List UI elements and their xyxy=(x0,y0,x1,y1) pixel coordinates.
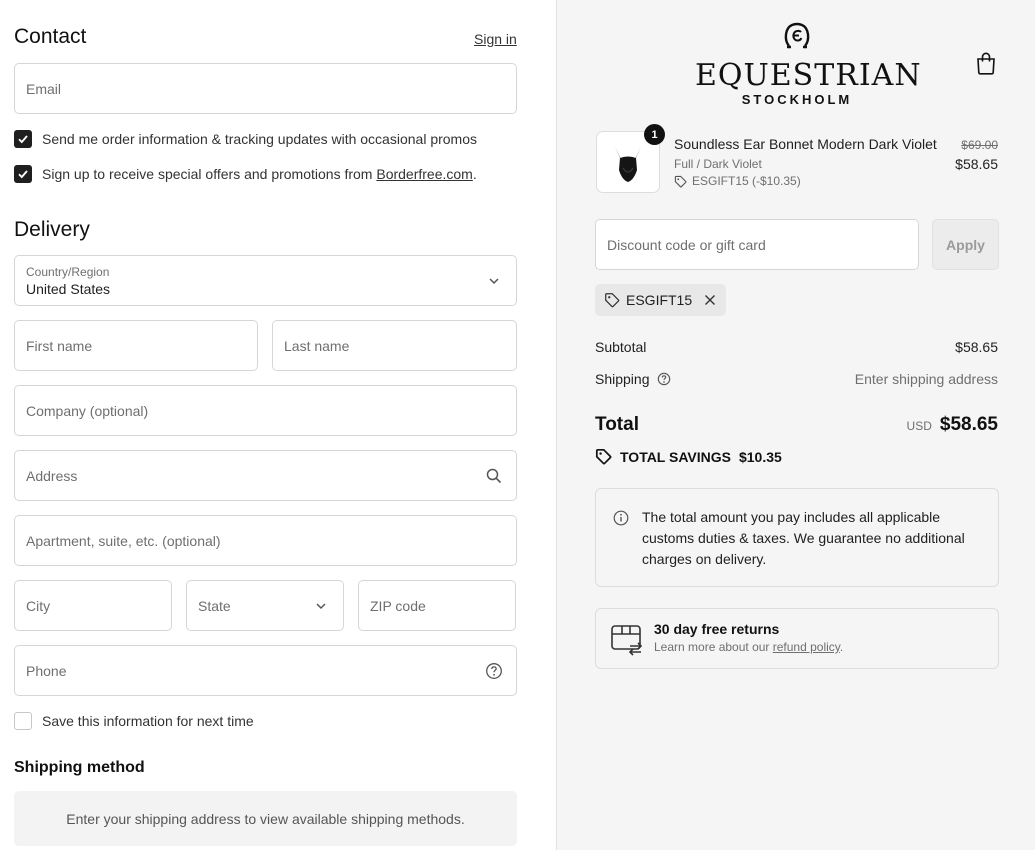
chevron-down-icon xyxy=(312,597,330,615)
discount-code-placeholder: Discount code or gift card xyxy=(607,236,766,253)
subtotal-value: $58.65 xyxy=(955,339,998,355)
quantity-badge: 1 xyxy=(644,124,665,145)
chevron-down-icon xyxy=(485,272,503,290)
shipping-value: Enter shipping address xyxy=(854,371,998,387)
returns-box xyxy=(595,608,999,669)
returns-text xyxy=(654,640,843,654)
country-value: United States xyxy=(26,281,111,297)
price-final: $58.65 xyxy=(955,156,998,172)
duties-info-box xyxy=(595,488,999,587)
shipping-method-notice xyxy=(14,791,517,846)
company-placeholder: Company (optional) xyxy=(26,402,149,419)
price-original: $69.00 xyxy=(961,138,998,152)
shipping-label: Shipping xyxy=(595,371,650,387)
product-name: Soundless Ear Bonnet Modern Dark Violet xyxy=(674,136,937,152)
city-placeholder: City xyxy=(26,597,51,614)
country-label: Country/Region xyxy=(26,265,110,279)
shipping-method-message: Enter your shipping address to view available shipping methods. xyxy=(66,810,465,827)
zip-placeholder: ZIP code xyxy=(370,597,426,614)
applied-discount-code: ESGIFT15 xyxy=(626,292,693,308)
order-updates-label: Send me order information & tracking updates with occasional promos xyxy=(42,131,477,147)
returns-box-icon xyxy=(610,623,644,657)
savings-label: TOTAL SAVINGS xyxy=(620,448,731,465)
total-savings xyxy=(595,448,782,465)
sign-in-link[interactable]: Sign in xyxy=(474,31,517,47)
state-placeholder: State xyxy=(198,597,231,614)
phone-field[interactable] xyxy=(14,645,517,696)
discount-code-input[interactable] xyxy=(595,219,919,270)
brand-logo[interactable] xyxy=(695,20,922,107)
delivery-title: Delivery xyxy=(14,218,90,241)
tag-icon xyxy=(595,448,612,465)
save-info-option[interactable] xyxy=(14,711,254,731)
city-field[interactable] xyxy=(14,580,172,631)
email-field[interactable] xyxy=(14,63,517,114)
total-label: Total xyxy=(595,414,639,435)
country-select[interactable] xyxy=(14,255,517,306)
zip-field[interactable] xyxy=(358,580,516,631)
apartment-placeholder: Apartment, suite, etc. (optional) xyxy=(26,532,221,549)
special-offers-label xyxy=(42,166,477,182)
email-placeholder: Email xyxy=(26,80,62,97)
address-field[interactable] xyxy=(14,450,517,501)
special-offers-suffix: . xyxy=(472,166,477,182)
info-icon xyxy=(613,510,629,526)
brand-sub: STOCKHOLM xyxy=(741,92,853,107)
save-info-checkbox[interactable] xyxy=(14,712,32,730)
order-updates-option[interactable] xyxy=(14,129,477,149)
returns-title: 30 day free returns xyxy=(654,621,780,637)
special-offers-checkbox[interactable] xyxy=(14,165,32,183)
returns-prefix: Learn more about our xyxy=(654,640,773,654)
total-amount xyxy=(907,414,998,436)
order-updates-checkbox[interactable] xyxy=(14,130,32,148)
company-field[interactable] xyxy=(14,385,517,436)
order-summary xyxy=(556,0,1035,850)
search-icon[interactable] xyxy=(485,467,503,485)
product-discount-text: ESGIFT15 (-$10.35) xyxy=(692,174,801,188)
horseshoe-logo-icon xyxy=(781,20,813,52)
shipping-method-title: Shipping method xyxy=(14,759,145,776)
apply-discount-button[interactable]: Apply xyxy=(932,219,999,270)
contact-title: Contact xyxy=(14,25,87,48)
shipping-row-label xyxy=(595,371,671,387)
borderfree-link[interactable]: Borderfree.com xyxy=(376,166,473,182)
remove-discount-icon[interactable] xyxy=(704,294,716,306)
savings-value: $10.35 xyxy=(738,448,782,465)
address-placeholder: Address xyxy=(26,467,78,484)
special-offers-option[interactable] xyxy=(14,164,477,184)
refund-policy-link[interactable]: refund policy xyxy=(772,640,840,654)
first-name-placeholder: First name xyxy=(26,337,93,354)
apartment-field[interactable] xyxy=(14,515,517,566)
total-currency: USD xyxy=(906,419,932,433)
total-value: $58.65 xyxy=(939,414,998,435)
tag-icon xyxy=(604,292,620,308)
applied-discount-chip xyxy=(595,284,726,316)
state-select[interactable] xyxy=(186,580,344,631)
save-info-label: Save this information for next time xyxy=(42,713,254,729)
special-offers-text: Sign up to receive special offers and promotions from xyxy=(42,166,377,182)
tag-icon xyxy=(674,175,687,188)
shopping-bag-icon[interactable] xyxy=(975,51,997,75)
help-icon[interactable] xyxy=(485,662,503,680)
product-discount xyxy=(674,174,801,188)
help-icon[interactable] xyxy=(657,372,671,386)
product-variant: Full / Dark Violet xyxy=(674,157,762,171)
phone-placeholder: Phone xyxy=(26,662,67,679)
duties-info-text: The total amount you pay includes all applicable customs duties & taxes. We guarantee no additional charges on delivery. xyxy=(642,509,965,567)
brand-name: EQUESTRIAN xyxy=(695,58,922,93)
returns-suffix: . xyxy=(839,640,844,654)
first-name-field[interactable] xyxy=(14,320,258,371)
last-name-placeholder: Last name xyxy=(284,337,350,354)
subtotal-label: Subtotal xyxy=(595,339,647,355)
last-name-field[interactable] xyxy=(272,320,517,371)
